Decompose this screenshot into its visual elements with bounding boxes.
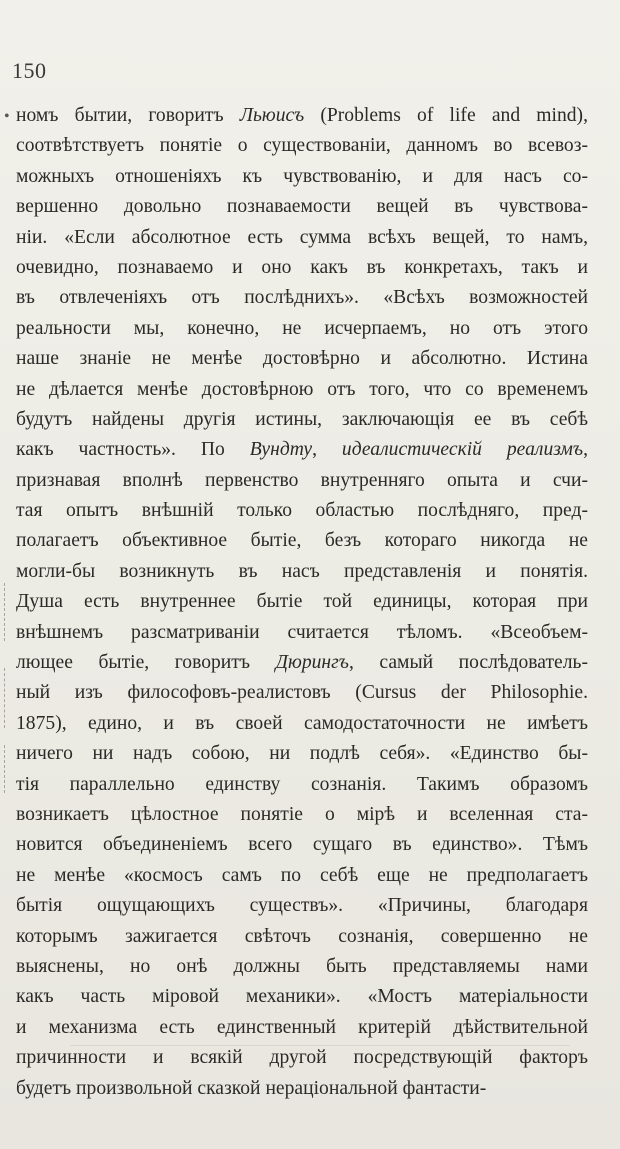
text-line [16,375,588,405]
text-segment: въ отвлеченіяхъ отъ послѣднихъ». «Всѣхъ возможностей [16,287,588,309]
text-segment: , [583,439,588,461]
text-line [16,952,588,982]
text-line [16,830,588,860]
text-line [16,101,588,131]
text-line [16,922,588,952]
margin-pencil-mark [4,583,9,641]
text-segment: будутъ найдены другія истины, заключающія ее въ себѣ [16,408,588,430]
body-text [16,101,588,1104]
text-segment: соотвѣтствуетъ понятіе о существованіи, данномъ во всевоз- [16,135,588,157]
text-line [16,1043,588,1073]
text-line [16,496,588,526]
text-segment: признавая вполнѣ первенство внутренняго опыта и счи- [16,469,588,491]
margin-pencil-mark [4,668,9,728]
text-line [16,526,588,556]
text-line [16,557,588,587]
page-number: 150 [12,58,47,83]
text-line [16,587,588,617]
text-line [16,1074,588,1104]
text-segment: вершенно довольно познаваемости вещей въ чувствова- [16,196,588,218]
text-segment: какъ частность». По [16,439,250,461]
text-segment: Душа есть внутреннее бытіе той единицы, которая при [16,591,588,613]
text-line [16,435,588,465]
text-line [16,800,588,830]
text-segment: ничего ни надъ собою, ни подлѣ себя». «Единство бы- [16,743,588,765]
text-line [16,982,588,1012]
text-segment: выяснены, но онѣ должны быть представляемы нами [16,955,588,977]
text-segment: тая опытъ внѣшній только областью послѣдняго, пред- [16,500,588,522]
text-line [16,192,588,222]
italic-name: идеалистическій реализмъ [341,439,584,461]
text-segment: 1875), едино, и въ своей самодостаточности не имѣетъ [16,712,588,734]
text-segment: , самый послѣдователь- [348,652,588,674]
text-line [16,891,588,921]
text-segment: ный изъ философовъ-реалистовъ (Cursus der Philosophie. [16,682,588,704]
text-segment: , [312,439,342,461]
text-segment: могли-бы возникнуть въ насъ представленія и понятія. [16,560,588,582]
page-edge-shadow [70,1045,570,1046]
text-segment: можныхъ отношеніяхъ къ чувствованію, и для насъ со- [16,165,588,187]
text-line [16,770,588,800]
italic-name: Льюисъ [239,105,305,126]
text-line [16,223,588,253]
text-segment: полагаетъ объективное бытіе, безъ котораго никогда не [16,530,588,552]
text-line [16,618,588,648]
text-segment: лющее бытіе, говоритъ [16,652,276,674]
text-line [16,314,588,344]
text-segment: наше знаніе не менѣе достовѣрно и абсолютно. Истина [16,348,588,370]
text-line [16,739,588,769]
text-segment: внѣшнемъ разсматриваніи считается тѣломъ. «Всеобъем- [16,621,588,643]
text-segment: очевидно, познаваемо и оно какъ въ конкретахъ, такъ и [16,256,588,278]
text-segment: новится объединеніемъ всего сущаго въ единство». Тѣмъ [16,834,588,856]
text-line [16,709,588,739]
text-line [16,162,588,192]
text-line [16,1013,588,1043]
text-segment: которымъ зажигается свѣточъ сознанія, совершенно не [16,925,588,947]
text-segment: причинности и всякій другой посредствующій факторъ [16,1047,588,1069]
text-segment: реальности мы, конечно, не исчерпаемъ, но отъ этого [16,317,588,339]
margin-pencil-mark [4,745,9,793]
text-segment: возникаетъ цѣлостное понятіе о мірѣ и вселенная ста- [16,803,588,825]
text-line [16,283,588,313]
text-segment: и механизма есть единственный критерій дѣйствительной [16,1016,588,1038]
italic-name: Дюрингъ [275,652,349,674]
text-segment: не дѣлается менѣе достовѣрною отъ того, что со временемъ [16,378,588,400]
text-line [16,253,588,283]
text-line [16,466,588,496]
text-segment: какъ часть міровой механики». «Мостъ матеріальности [16,986,588,1008]
text-segment: номъ бытии, говоритъ [16,105,240,126]
text-line [16,405,588,435]
text-line [16,344,588,374]
text-segment: не менѣе «космосъ самъ по себѣ еще не предполагаетъ [16,864,588,886]
text-segment: ніи. «Если абсолютное есть сумма всѣхъ вещей, то намъ, [16,226,588,248]
text-line [16,648,588,678]
text-segment: будетъ произвольной сказкой нераціональной фантасти- [16,1077,487,1099]
text-line [16,131,588,161]
text-segment: (Problems of life and mind), [304,105,588,126]
italic-name: Вундту [249,439,313,461]
text-segment: бытія ощущающихъ существъ». «Причины, благодаря [16,895,588,917]
text-line [16,678,588,708]
margin-dot-mark: • [4,108,10,125]
text-segment: тія параллельно единству сознанія. Такимъ образомъ [16,773,588,795]
text-line [16,861,588,891]
